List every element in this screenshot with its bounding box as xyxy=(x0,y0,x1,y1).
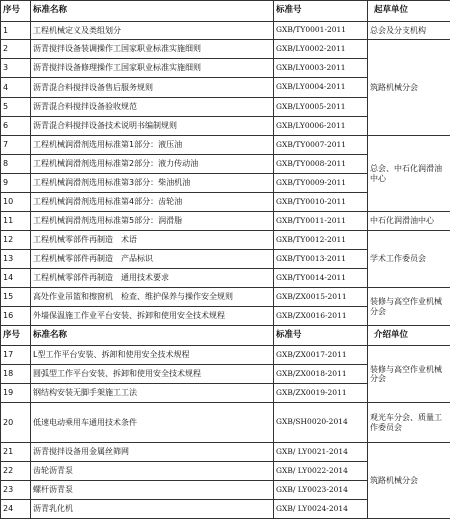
row-no: 1 xyxy=(1,22,31,40)
row-no: 4 xyxy=(1,78,31,98)
row-name: 外墙保温施工作业平台安装、拆卸和使用安全技术规程 xyxy=(31,307,274,326)
row-code: GXB/ZX0018-2011 xyxy=(274,365,368,384)
row-no: 8 xyxy=(1,155,31,174)
row-name: L型工作平台安装、拆卸和使用安全技术规程 xyxy=(31,346,274,365)
row-no: 18 xyxy=(1,365,31,384)
table-header-row xyxy=(1,1,450,22)
row-unit: 总会、中石化润滑油中心 xyxy=(368,136,450,212)
row-no: 10 xyxy=(1,193,31,212)
row-name: 工程机械零部件再制造 术语 xyxy=(31,231,274,250)
header-drafting-unit: 起草单位 xyxy=(368,1,450,22)
row-unit: 装修与高空作业机械分会 xyxy=(368,346,450,403)
row-code: GXB/TY0007-2011 xyxy=(274,136,368,155)
header-code: 标准号 xyxy=(274,1,368,22)
row-no: 6 xyxy=(1,117,31,136)
row-name: 工程机械润滑剂选用标准第3部分：柴油机油 xyxy=(31,174,274,193)
header-no: 序号 xyxy=(1,1,31,22)
row-name: 沥青混合料搅拌设备售后服务规则 xyxy=(31,78,274,98)
row-name: 沥青搅拌设备用金属丝筛网 xyxy=(31,443,274,462)
table-row xyxy=(1,212,450,231)
header-name: 标准名称 xyxy=(31,326,274,346)
row-name: 工程机械润滑剂选用标准第4部分：齿轮油 xyxy=(31,193,274,212)
header-no: 序号 xyxy=(1,326,31,346)
row-no: 12 xyxy=(1,231,31,250)
row-code: GXB/LY0003-2011 xyxy=(274,59,368,78)
row-code: GXB/TY0011-2011 xyxy=(274,212,368,231)
row-name: 螺杆沥青泵 xyxy=(31,481,274,500)
row-code: GXB/LY0004-2011 xyxy=(274,78,368,98)
row-code: GXB/ZX0016-2011 xyxy=(274,307,368,326)
row-no: 14 xyxy=(1,269,31,288)
row-name: 低速电动乘用车通用技术条件 xyxy=(31,403,274,443)
row-name: 钢结构安装无脚手架施工工法 xyxy=(31,384,274,403)
row-name: 工程机械零部件再制造 通用技术要求 xyxy=(31,269,274,288)
row-code: GXB/LY0006-2011 xyxy=(274,117,368,136)
row-name: 沥青乳化机 xyxy=(31,500,274,519)
row-name: 沥青搅拌设备修理操作工国家职业标准实施细则 xyxy=(31,59,274,78)
row-unit: 筑路机械分会 xyxy=(368,40,450,136)
row-code: GXB/SH0020-2014 xyxy=(274,403,368,443)
table-header-row xyxy=(1,326,450,346)
row-no: 15 xyxy=(1,288,31,307)
row-no: 3 xyxy=(1,59,31,78)
row-code: GXB/ZX0017-2011 xyxy=(274,346,368,365)
row-code: GXB/TY0012-2011 xyxy=(274,231,368,250)
row-no: 7 xyxy=(1,136,31,155)
row-name: 工程机械润滑剂选用标准第1部分：液压油 xyxy=(31,136,274,155)
row-name: 沥青混合料搅拌设备验收规范 xyxy=(31,98,274,117)
row-no: 23 xyxy=(1,481,31,500)
row-code: GXB/ZX0015-2011 xyxy=(274,288,368,307)
row-code: GXB/ZX0019-2011 xyxy=(274,384,368,403)
row-unit: 观光车分会、质量工作委员会 xyxy=(368,403,450,443)
row-no: 2 xyxy=(1,40,31,59)
row-code: GXB/ LY0021-2014 xyxy=(274,443,368,462)
table-row xyxy=(1,22,450,40)
row-no: 13 xyxy=(1,250,31,269)
row-no: 17 xyxy=(1,346,31,365)
row-no: 9 xyxy=(1,174,31,193)
row-no: 5 xyxy=(1,98,31,117)
table-row xyxy=(1,231,450,250)
table-row xyxy=(1,288,450,307)
table-row xyxy=(1,136,450,155)
row-code: GXB/TY0008-2011 xyxy=(274,155,368,174)
row-no: 21 xyxy=(1,443,31,462)
row-code: GXB/ LY0022-2014 xyxy=(274,462,368,481)
row-code: GXB/TY0010-2011 xyxy=(274,193,368,212)
row-unit: 装修与高空作业机械分会 xyxy=(368,288,450,326)
row-unit: 中石化润滑油中心 xyxy=(368,212,450,231)
row-name: 工程机械定义及类组划分 xyxy=(31,22,274,40)
table-row xyxy=(1,40,450,59)
table-row xyxy=(1,346,450,365)
row-name: 圆弧型工作平台安装、拆卸和使用安全技术规程 xyxy=(31,365,274,384)
row-no: 20 xyxy=(1,403,31,443)
table-row xyxy=(1,403,450,443)
row-name: 沥青搅拌设备装调操作工国家职业标准实施细则 xyxy=(31,40,274,59)
row-no: 16 xyxy=(1,307,31,326)
row-no: 19 xyxy=(1,384,31,403)
row-code: GXB/TY0009-2011 xyxy=(274,174,368,193)
row-code: GXB/LY0002-2011 xyxy=(274,40,368,59)
row-unit: 学术工作委员会 xyxy=(368,231,450,288)
row-code: GXB/LY0005-2011 xyxy=(274,98,368,117)
row-name: 齿轮沥青泵 xyxy=(31,462,274,481)
row-no: 11 xyxy=(1,212,31,231)
row-name: 工程机械润滑剂选用标准第2部分：液力传动油 xyxy=(31,155,274,174)
row-name: 高处作业吊篮和擦窗机 检查、维护保养与操作安全规则 xyxy=(31,288,274,307)
row-no: 24 xyxy=(1,500,31,519)
row-code: GXB/TY0001-2011 xyxy=(274,22,368,40)
row-name: 工程机械零部件再制造 产品标识 xyxy=(31,250,274,269)
header-code: 标准号 xyxy=(274,326,368,346)
row-code: GXB/TY0014-2011 xyxy=(274,269,368,288)
row-code: GXB/TY0013-2011 xyxy=(274,250,368,269)
row-unit: 总会及分支机构 xyxy=(368,22,450,40)
row-unit: 筑路机械分会 xyxy=(368,443,450,519)
header-name: 标准名称 xyxy=(31,1,274,22)
row-no: 22 xyxy=(1,462,31,481)
row-code: GXB/ LY0023-2014 xyxy=(274,481,368,500)
header-introducing-unit: 介绍单位 xyxy=(368,326,450,346)
row-code: GXB/ LY0024-2014 xyxy=(274,500,368,519)
row-name: 沥青混合料搅拌设备技术说明书编制规则 xyxy=(31,117,274,136)
row-name: 工程机械润滑剂选用标准第5部分：润滑脂 xyxy=(31,212,274,231)
table-row xyxy=(1,443,450,462)
